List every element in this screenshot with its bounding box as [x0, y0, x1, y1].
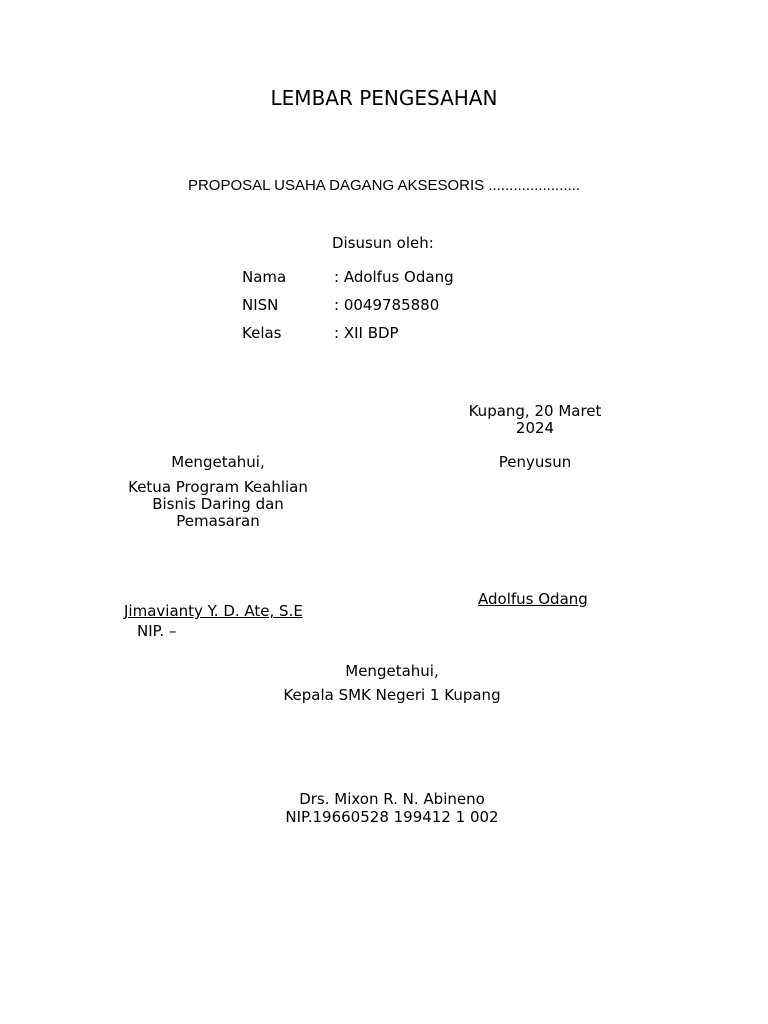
bottom-sign-role: Kepala SMK Negeri 1 Kupang: [283, 686, 501, 704]
left-sign-name: Jimavianty Y. D. Ate, S.E: [124, 602, 303, 620]
bottom-sign-name: Drs. Mixon R. N. Abineno: [299, 790, 485, 808]
compiled-by-label: Disusun oleh:: [332, 234, 434, 252]
right-sign-name: Adolfus Odang: [478, 590, 588, 608]
bottom-sign-nip: NIP.19660528 199412 1 002: [285, 808, 499, 826]
identity-value-nisn: : 0049785880: [334, 296, 440, 314]
left-sign-heading: Mengetahui,: [171, 453, 265, 471]
proposal-subtitle: PROPOSAL USAHA DAGANG AKSESORIS ......................: [187, 177, 581, 194]
right-sign-heading: Penyusun: [498, 453, 572, 471]
place-date-line2: 2024: [515, 419, 555, 437]
left-sign-nip: NIP. –: [137, 622, 177, 640]
identity-label-nama: Nama: [242, 268, 287, 286]
identity-value-nama: : Adolfus Odang: [334, 268, 454, 286]
left-sign-role-line1: Ketua Program Keahlian: [128, 478, 308, 496]
left-sign-role-line3: Pemasaran: [176, 512, 260, 530]
left-sign-role-line2: Bisnis Daring dan: [152, 495, 284, 513]
identity-value-kelas: : XII BDP: [334, 324, 399, 342]
identity-label-nisn: NISN: [242, 296, 279, 314]
place-date-line1: Kupang, 20 Maret: [468, 402, 602, 420]
identity-label-kelas: Kelas: [242, 324, 282, 342]
page-title: LEMBAR PENGESAHAN: [270, 86, 498, 110]
bottom-sign-heading: Mengetahui,: [345, 662, 439, 680]
